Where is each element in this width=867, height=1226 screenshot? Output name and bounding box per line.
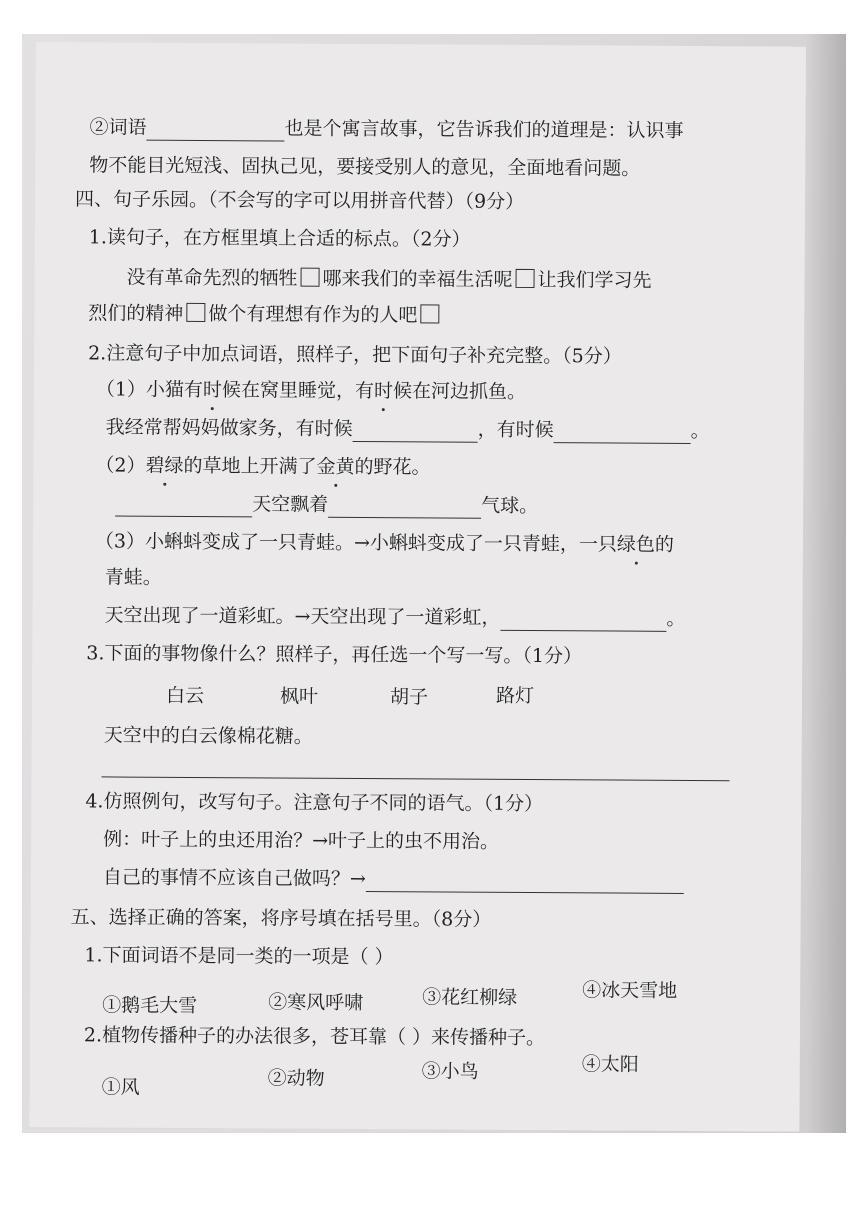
- q3-example: 天空中的白云像棉花糖。: [103, 724, 313, 748]
- section4-title: 四、句子乐园。（不会写的字可以用拼音代替）（9分）: [74, 188, 525, 213]
- example1-suffix: 在河边抓鱼。: [411, 380, 527, 403]
- dotted-word: 有时候: [354, 379, 413, 403]
- punctuation-box-2[interactable]: [516, 269, 535, 288]
- idiom-question-line1: [89, 114, 683, 144]
- idiom-prefix: ②词语: [89, 116, 147, 139]
- idiom-suffix: 也是个寓言故事，它告诉我们的道理是：认识事: [284, 117, 684, 142]
- answer2-blank-2[interactable]: [328, 497, 481, 519]
- q1-option-3: ③花红柳绿: [422, 986, 518, 1009]
- example3-suffix: 的: [654, 533, 675, 556]
- q4-example: 例：叶子上的虫还用治？→叶子上的虫不用治。: [103, 828, 500, 853]
- answer3-text-b: 。: [666, 607, 686, 630]
- answer3-blank[interactable]: [500, 610, 666, 632]
- answer1-blank-1[interactable]: [353, 421, 478, 443]
- q1-option-1: ①鹅毛大雪: [102, 994, 198, 1018]
- q3-item-1: 白云: [165, 684, 205, 708]
- q2-answer1: [106, 414, 710, 444]
- example2-prefix: （2）: [95, 454, 146, 477]
- q2-option-3: ③小鸟: [421, 1060, 479, 1083]
- section4-q4-title: 4.仿照例句，改写句子。注意句子不同的语气。（1分）: [85, 790, 544, 816]
- answer1-text-c: 。: [690, 420, 710, 443]
- q1-option-4: ④冰天雪地: [582, 979, 678, 1002]
- answer3-text-a: 天空出现了一道彩虹。→天空出现了一道彩虹，: [104, 604, 501, 629]
- idiom-answer-blank[interactable]: [146, 120, 284, 142]
- section5-q1-title: 1.下面词语不是同一类的一项是（ ）: [84, 944, 394, 969]
- section4-q1-title: 1.读句子，在方框里填上合适的标点。（2分）: [88, 226, 471, 251]
- q2-example3-line2: 青蛙。: [104, 566, 162, 589]
- answer2-text-a: 天空飘着: [252, 493, 329, 516]
- answer1-text-a: 我经常帮妈妈做家务，有时候: [105, 416, 353, 440]
- q2-example3: [95, 528, 674, 558]
- q2-option-1: ①风: [101, 1076, 140, 1099]
- section4-q2-title: 2.注意句子中加点词语，照样子，把下面句子补充完整。（5分）: [88, 342, 622, 368]
- sentence-seg2: 哪来我们的幸福生活呢: [322, 267, 513, 291]
- answer1-blank-2[interactable]: [554, 422, 691, 444]
- punctuation-box-3[interactable]: [186, 303, 205, 322]
- punctuation-box-4[interactable]: [420, 304, 439, 323]
- example2-suffix: 的野花。: [354, 455, 431, 479]
- example1-prefix: （1）小猫: [95, 378, 185, 401]
- punctuation-sentence-line1: [126, 265, 651, 294]
- idiom-question-line2: 物不能目光短浅、固执己见，要接受别人的意见，全面地看问题。: [89, 154, 641, 180]
- answer2-blank-1[interactable]: [115, 495, 252, 517]
- dotted-word: 绿色: [616, 533, 656, 556]
- example1-middle: 在窝里睡觉，: [240, 379, 356, 402]
- sentence-seg5: 做个有理想有作为的人吧: [208, 303, 418, 327]
- q3-answer-line[interactable]: [102, 776, 730, 781]
- q2-example2: [95, 452, 430, 480]
- example3-prefix: （3）小蝌蚪变成了一只青蛙。→小蝌蚪变成了一只青蛙，一只: [94, 530, 618, 556]
- dotted-word: 碧绿: [145, 454, 184, 477]
- punctuation-box-1[interactable]: [301, 268, 320, 287]
- q2-example1: [96, 376, 526, 405]
- sentence-seg4: 烈们的精神: [88, 302, 184, 325]
- q1-option-2: ②寒风呼啸: [268, 991, 364, 1015]
- scanned-photo: [22, 34, 846, 1133]
- section5-q2-title: 2.植物传播种子的办法很多，苍耳靠（ ）来传播种子。: [83, 1024, 546, 1050]
- q3-item-2: 枫叶: [279, 685, 319, 708]
- q4-prompt-text: 自己的事情不应该自己做吗？→: [102, 866, 366, 891]
- q4-prompt: [103, 864, 684, 894]
- q3-item-4: 路灯: [495, 684, 535, 708]
- punctuation-sentence-line2: [88, 300, 442, 328]
- worksheet-page: [29, 42, 806, 1132]
- dotted-word: 有时候: [183, 378, 242, 402]
- section5-title: 五、选择正确的答案，将序号填在括号里。（8分）: [70, 906, 492, 931]
- q2-option-2: ②动物: [267, 1067, 325, 1090]
- example2-middle: 的草地上开满了: [183, 454, 317, 478]
- q4-answer-blank[interactable]: [366, 871, 684, 894]
- q2-option-4: ④太阳: [581, 1053, 639, 1076]
- q2-answer2: [115, 490, 538, 519]
- answer2-text-b: 气球。: [481, 494, 539, 518]
- sentence-seg1: 没有革命先烈的牺牲: [126, 266, 298, 290]
- section4-q3-title: 3.下面的事物像什么？照样子，再任选一个写一写。（1分）: [86, 642, 583, 668]
- photo-shadow-edge: [806, 34, 846, 1133]
- dotted-word: 金黄: [316, 455, 355, 478]
- answer1-text-b: ，有时候: [477, 418, 554, 442]
- sentence-seg3: 让我们学习先: [537, 269, 652, 292]
- q3-item-3: 胡子: [389, 686, 429, 709]
- q2-answer3: [104, 602, 685, 632]
